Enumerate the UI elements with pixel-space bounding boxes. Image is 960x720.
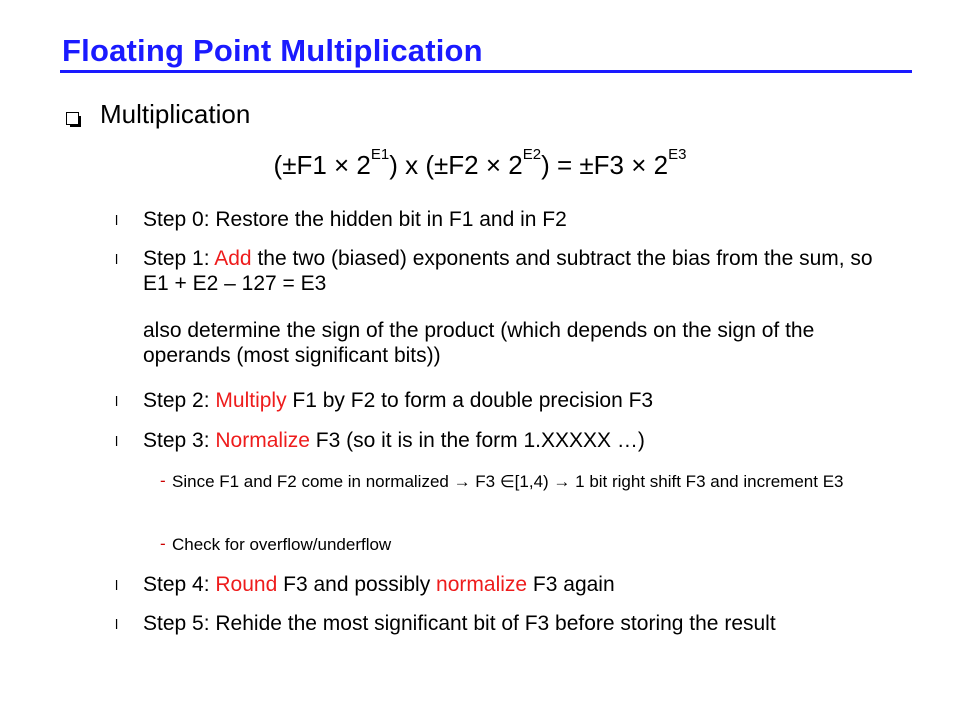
formula-part: ) = ±F3 × 2 [541, 150, 669, 180]
step-2 [143, 388, 903, 413]
bullet-marker: l [115, 577, 119, 593]
bullet-marker: l [115, 393, 119, 409]
emphasis-text: Add [214, 247, 252, 270]
step-text: F3 and possibly [277, 573, 437, 596]
bullet-marker: l [115, 433, 119, 449]
emphasis-text: Normalize [215, 429, 310, 452]
step-text: Step 4: [143, 573, 216, 596]
emphasis-text: Multiply [215, 389, 287, 412]
emphasis-text: Round [215, 573, 278, 596]
dash-marker: - [160, 534, 166, 553]
dash-marker: - [160, 471, 166, 490]
formula-exponent: E1 [370, 146, 390, 163]
slide-title: Floating Point Multiplication [62, 33, 483, 68]
emphasis-text: normalize [436, 573, 528, 596]
bullet-marker: l [115, 616, 119, 632]
step-1-note: also determine the sign of the product (which depends on the sign of the operands (most significant bits)) [143, 319, 815, 367]
step-5: Step 5: Rehide the most significant bit of F3 before storing the result [143, 612, 776, 635]
multiplication-formula [0, 146, 960, 181]
step-4 [143, 572, 903, 597]
step-text: Step 1: [143, 247, 215, 270]
step-3-subpoint: Check for overflow/underflow [172, 535, 392, 554]
formula-part: (±F1 × 2 [273, 150, 371, 180]
step-text: Step 2: [143, 389, 216, 412]
step-3 [143, 428, 903, 453]
step-text: the two (biased) exponents and subtract the bias from the sum, so E1 + E2 – 127 = E3 [143, 247, 873, 295]
formula-exponent: E3 [668, 146, 687, 163]
step-0: Step 0: Restore the hidden bit in F1 and in F2 [143, 208, 567, 231]
section-heading: Multiplication [100, 99, 251, 129]
step-1 [143, 246, 903, 296]
step-text: F1 by F2 to form a double precision F3 [286, 389, 654, 412]
formula-part: ) x (±F2 × 2 [389, 150, 523, 180]
square-bullet-icon [66, 112, 79, 125]
title-underline [60, 70, 912, 73]
bullet-marker: l [115, 212, 119, 228]
step-text: F3 (so it is in the form 1.XXXXX …) [309, 429, 645, 452]
bullet-marker: l [115, 251, 119, 267]
step-3-subpoint: Since F1 and F2 come in normalized → F3 ∈[1,4) → 1 bit right shift F3 and increment E3 [172, 472, 844, 491]
step-text: F3 again [527, 573, 615, 596]
formula-exponent: E2 [522, 146, 542, 163]
step-text: Step 3: [143, 429, 216, 452]
